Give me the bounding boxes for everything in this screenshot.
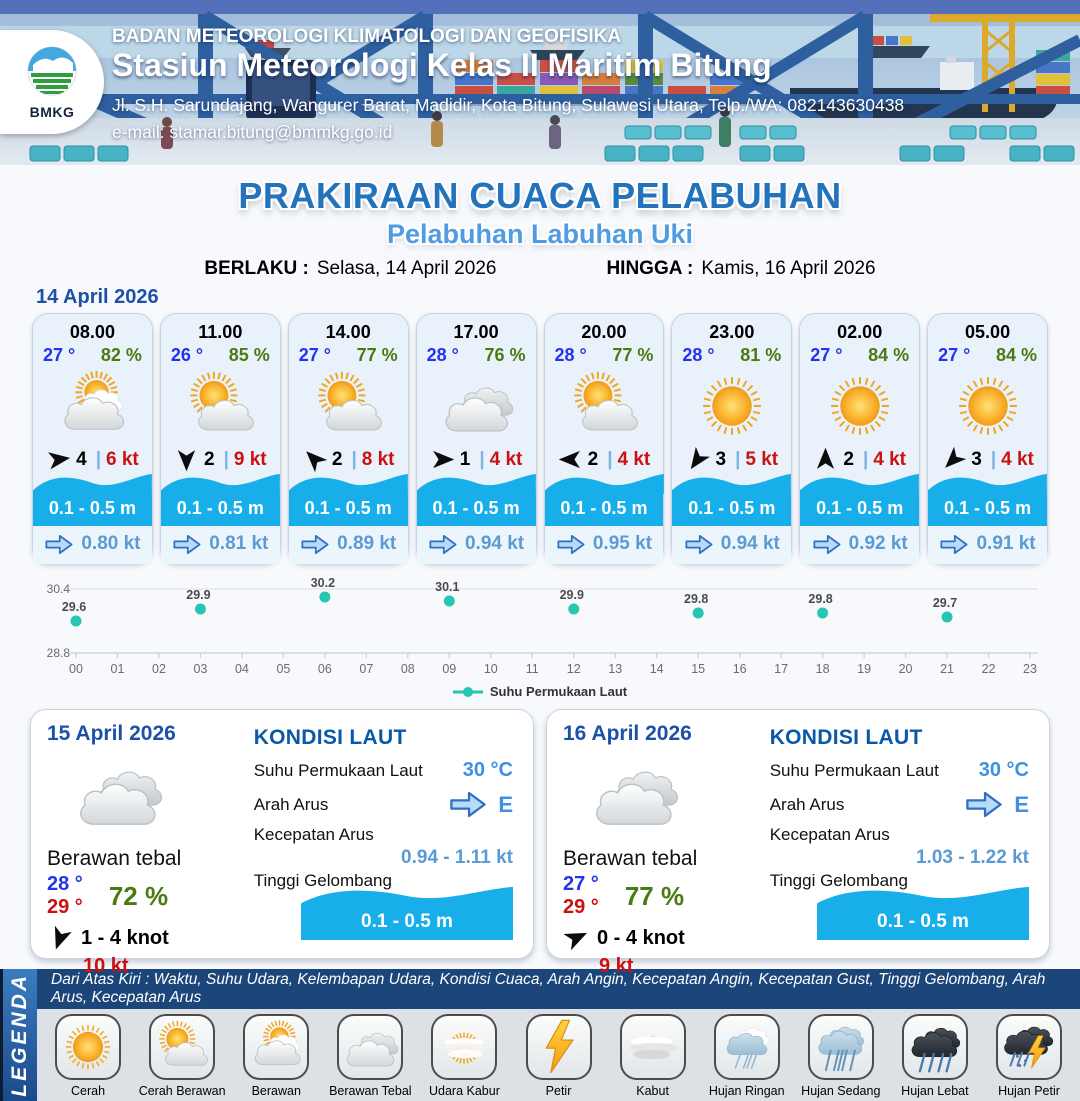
current-row — [800, 526, 919, 564]
hujan-petir-icon — [1000, 1018, 1058, 1076]
humidity: 82 % — [100, 345, 142, 365]
current-direction-arrow-icon — [939, 534, 969, 555]
svg-text:06: 06 — [317, 662, 332, 676]
svg-text:10: 10 — [483, 662, 498, 676]
wave-height: 0.1 - 0.5 m — [417, 494, 536, 526]
day-humidity: 72 % — [108, 880, 169, 911]
current-row — [289, 526, 408, 564]
current-direction-value: E — [964, 791, 1029, 818]
station-address: Jl. S.H. Sarundajang, Wangurer Barat, Madidir, Kota Bitung, Sulawesi Utara, Telp./WA: 082143630438 — [112, 95, 905, 115]
legend-icon-box — [526, 1014, 592, 1080]
berawan-icon — [247, 1018, 305, 1076]
wave-band — [417, 472, 536, 526]
current-speed: 0.92 kt — [848, 533, 908, 554]
air-temperature: 27 ° — [810, 345, 843, 365]
wave-height: 0.1 - 0.5 m — [672, 494, 791, 526]
day-condition: Berawan tebal — [563, 847, 698, 870]
svg-text:01: 01 — [110, 662, 125, 676]
legend-item — [135, 1014, 229, 1101]
svg-text:05: 05 — [276, 662, 291, 676]
humidity: 76 % — [484, 345, 526, 365]
weather-icon-slot — [289, 368, 408, 444]
daily-forecast-card — [30, 709, 534, 977]
current-speed: 0.95 kt — [592, 533, 653, 554]
wind-row: 3 | 4 kt — [928, 447, 1047, 472]
hingga-value: Kamis, 16 April 2026 — [701, 258, 876, 279]
berawan-tebal-icon — [71, 748, 163, 840]
wind-row: 3 | 5 kt — [672, 447, 791, 472]
wind-row: 2 | 8 kt — [289, 447, 408, 472]
forecast-card — [544, 313, 665, 563]
wave-height-label: Tinggi Gelombang — [253, 871, 392, 890]
gust-speed: 4 kt — [489, 448, 523, 470]
wind-direction-arrow-icon — [302, 447, 327, 472]
current-direction-arrow-icon — [556, 534, 586, 555]
wave-crest-icon — [672, 472, 791, 494]
cerah-icon — [59, 1018, 117, 1076]
current-direction-arrow-icon — [428, 534, 458, 555]
day-temp-max: 29 ° — [563, 896, 599, 918]
cerah-berawan-icon — [182, 368, 258, 444]
forecast-time: 14.00 — [325, 322, 371, 342]
current-speed-range: 0.94 - 1.11 kt — [401, 847, 513, 868]
legend-item — [794, 1014, 888, 1101]
svg-text:29.8: 29.8 — [684, 592, 709, 606]
legend-item — [606, 1014, 700, 1101]
legend-item — [982, 1014, 1076, 1101]
forecast-card — [160, 313, 281, 563]
berlaku-label: BERLAKU : — [204, 258, 309, 279]
forecast-card — [927, 313, 1048, 563]
wind-direction-arrow-icon — [563, 925, 589, 951]
svg-text:20: 20 — [898, 662, 913, 676]
legend-item-label: Hujan Sedang — [801, 1084, 881, 1098]
svg-text:13: 13 — [608, 662, 623, 676]
agency-name: BADAN METEOROLOGI KLIMATOLOGI DAN GEOFISIKA — [112, 26, 622, 47]
legend-items — [37, 1009, 1080, 1101]
forecast-time: 17.00 — [453, 322, 499, 342]
current-speed-label: Kecepatan Arus — [769, 825, 890, 844]
wave-height: 0.1 - 0.5 m — [545, 494, 664, 526]
gust-speed: 8 kt — [361, 448, 395, 470]
current-direction-value: E — [448, 791, 513, 818]
wind-row: 4 | 6 kt — [33, 447, 152, 472]
legend-item-label: Udara Kabur — [428, 1084, 500, 1098]
svg-text:29.7: 29.7 — [932, 596, 958, 610]
current-direction-arrow-icon — [964, 791, 1004, 818]
weather-icon-slot — [672, 368, 791, 444]
svg-text:29.9: 29.9 — [186, 588, 211, 602]
wind-speed: 2 — [587, 448, 599, 470]
wind-speed: 3 — [715, 448, 727, 470]
legend-item-label: Berawan — [251, 1084, 301, 1098]
svg-text:23: 23 — [1023, 662, 1037, 676]
gust-speed: 5 kt — [745, 448, 779, 470]
forecast-cards — [32, 313, 1048, 563]
wave-height: 0.1 - 0.5 m — [928, 494, 1047, 526]
wind-speed: 1 — [459, 448, 471, 470]
sst-data-point — [817, 608, 828, 619]
air-temperature: 28 ° — [426, 345, 459, 365]
legend-icon-box — [714, 1014, 780, 1080]
svg-text:07: 07 — [359, 662, 374, 676]
title-block — [0, 165, 1080, 280]
wave-height-box — [817, 885, 1029, 940]
legend-item-label: Cerah Berawan — [138, 1084, 226, 1098]
legend-icon-box — [996, 1014, 1062, 1080]
wave-height-value: 0.1 - 0.5 m — [817, 907, 1029, 940]
cerah-berawan-icon — [566, 368, 642, 444]
current-direction-arrow-icon — [172, 534, 202, 555]
wind-row: 2 | 9 kt — [161, 447, 280, 472]
current-row — [672, 526, 791, 564]
wind-direction-arrow-icon — [558, 447, 583, 472]
sst-data-point — [71, 616, 82, 627]
legend-item — [511, 1014, 605, 1101]
legend-section — [0, 969, 1080, 1101]
forecast-card — [288, 313, 409, 563]
weather-icon-slot — [800, 368, 919, 444]
wind-speed: 2 — [203, 448, 215, 470]
berawan-tebal-icon — [587, 748, 679, 840]
current-direction-arrow-icon — [44, 534, 74, 555]
gust-speed: 4 kt — [873, 448, 907, 470]
svg-text:00: 00 — [69, 662, 83, 676]
legend-icon-box — [337, 1014, 403, 1080]
berawan-tebal-icon — [438, 368, 514, 444]
svg-text:12: 12 — [566, 662, 581, 676]
legend-item-label: Petir — [545, 1084, 572, 1098]
air-temperature: 27 ° — [938, 345, 971, 365]
day-temp-min: 27 ° — [563, 873, 599, 895]
wave-band — [800, 472, 919, 526]
current-row — [417, 526, 536, 564]
forecast-time: 23.00 — [709, 322, 755, 342]
legend-item — [41, 1014, 135, 1101]
forecast-time: 20.00 — [581, 322, 627, 342]
legend-item-label: Berawan Tebal — [329, 1084, 412, 1098]
current-direction-arrow-icon — [300, 534, 330, 555]
current-direction-arrow-icon — [448, 791, 488, 818]
air-temperature: 27 ° — [298, 345, 331, 365]
weather-icon-slot — [33, 368, 152, 444]
forecast-card — [799, 313, 920, 563]
kabut-icon — [624, 1018, 682, 1076]
cerah-icon — [694, 368, 770, 444]
svg-text:15: 15 — [691, 662, 706, 676]
sst-data-point — [195, 604, 206, 615]
wave-crest-icon — [545, 472, 664, 494]
current-direction-arrow-icon — [812, 534, 842, 555]
legend-item — [417, 1014, 511, 1101]
forecast-time: 08.00 — [69, 322, 115, 342]
svg-text:18: 18 — [815, 662, 830, 676]
day-date: 15 April 2026 — [47, 722, 176, 745]
sst-value: 30 °C — [462, 759, 513, 781]
sst-value: 30 °C — [978, 759, 1029, 781]
current-direction-arrow-icon — [684, 534, 714, 555]
day-wind-range: 1 - 4 knot — [81, 926, 169, 949]
humidity: 85 % — [228, 345, 270, 365]
svg-text:04: 04 — [234, 662, 249, 676]
bmkg-emblem-icon — [23, 45, 81, 103]
header-banner — [0, 0, 1080, 165]
sst-data-point — [319, 592, 330, 603]
svg-text:30.4: 30.4 — [46, 582, 70, 596]
legend-icon-box — [620, 1014, 686, 1080]
station-email: e-mail: stamar.bitung@bmmkg.go.id — [112, 122, 393, 142]
wave-crest-icon — [928, 472, 1047, 494]
current-direction-label: Arah Arus — [253, 794, 329, 814]
day-condition: Berawan tebal — [47, 847, 182, 870]
wind-row: 2 | 4 kt — [800, 447, 919, 472]
day-date: 16 April 2026 — [563, 722, 692, 745]
chart-legend-marker-icon — [453, 686, 483, 698]
daily-forecast-card — [546, 709, 1050, 977]
current-row — [928, 526, 1047, 564]
svg-text:19: 19 — [857, 662, 872, 676]
humidity: 84 % — [995, 345, 1037, 365]
humidity: 77 % — [612, 345, 654, 365]
svg-text:29.8: 29.8 — [808, 592, 833, 606]
udara-kabur-icon — [435, 1018, 493, 1076]
svg-text:11: 11 — [525, 662, 539, 676]
wind-speed: 2 — [331, 448, 343, 470]
petir-icon — [530, 1018, 588, 1076]
legend-item — [700, 1014, 794, 1101]
humidity: 77 % — [356, 345, 398, 365]
sst-data-point — [568, 604, 579, 615]
sst-data-point — [444, 596, 455, 607]
wave-band — [545, 472, 664, 526]
wave-crest-icon — [417, 472, 536, 494]
station-name: Stasiun Meteorologi Kelas II Maritim Bitung — [112, 47, 772, 83]
day-humidity: 77 % — [624, 880, 685, 911]
wave-band — [161, 472, 280, 526]
wave-crest-icon — [301, 885, 513, 907]
day-temp-max: 29 ° — [47, 896, 83, 918]
wave-height-label: Tinggi Gelombang — [769, 871, 908, 890]
wave-band — [672, 472, 791, 526]
chart-legend — [30, 684, 1050, 699]
current-speed: 0.89 kt — [337, 533, 397, 554]
weather-icon-slot — [161, 368, 280, 444]
current-row — [33, 526, 152, 564]
svg-text:22: 22 — [981, 662, 996, 676]
legend-icon-box — [243, 1014, 309, 1080]
current-speed: 0.80 kt — [81, 533, 141, 554]
wave-crest-icon — [817, 885, 1029, 907]
svg-text:08: 08 — [400, 662, 415, 676]
forecast-time: 02.00 — [837, 322, 883, 342]
wave-height: 0.1 - 0.5 m — [161, 494, 280, 526]
hujan-ringan-icon — [718, 1018, 776, 1076]
sst-data-point — [693, 608, 704, 619]
gust-speed: 4 kt — [617, 448, 651, 470]
sst-chart — [30, 569, 1050, 683]
wave-height: 0.1 - 0.5 m — [289, 494, 408, 526]
svg-text:09: 09 — [442, 662, 457, 676]
port-name: Pelabuhan Labuhan Uki — [386, 219, 694, 249]
wind-speed: 3 — [971, 448, 982, 470]
hujan-lebat-icon — [906, 1018, 964, 1076]
legend-description: Dari Atas Kiri : Waktu, Suhu Udara, Kelembapan Udara, Kondisi Cuaca, Arah Angin, Kecepatan Angin, Kecepatan Gust, Tinggi Gelombang, Arah Arus, Kecepatan Arus — [37, 969, 1080, 1009]
wind-direction-arrow-icon — [46, 447, 71, 472]
air-temperature: 28 ° — [554, 345, 587, 365]
wind-speed: 4 — [76, 448, 87, 470]
sst-label: Suhu Permukaan Laut — [769, 760, 939, 780]
sea-condition-heading: KONDISI LAUT — [769, 726, 923, 749]
sst-label: Suhu Permukaan Laut — [253, 760, 423, 780]
day-wind-range: 0 - 4 knot — [597, 926, 685, 949]
bmkg-logo-text: BMKG — [29, 103, 75, 120]
wave-band — [33, 472, 152, 526]
svg-text:03: 03 — [193, 662, 208, 676]
air-temperature: 26 ° — [170, 345, 204, 365]
current-row — [545, 526, 664, 564]
chart-legend-label: Suhu Permukaan Laut — [489, 684, 628, 699]
current-speed: 0.81 kt — [209, 533, 269, 554]
gust-speed: 4 kt — [1001, 448, 1034, 470]
legend-item-label: Kabut — [636, 1084, 669, 1098]
cerah-berawan-icon — [310, 368, 386, 444]
wind-direction-arrow-icon — [941, 447, 966, 472]
svg-text:30.1: 30.1 — [435, 580, 460, 594]
wind-row: 2 | 4 kt — [545, 447, 664, 472]
legend-icon-box — [902, 1014, 968, 1080]
svg-text:30.2: 30.2 — [310, 576, 336, 590]
sst-chart-wrap — [30, 569, 1050, 699]
legend-icon-box — [431, 1014, 497, 1080]
legend-icon-box — [55, 1014, 121, 1080]
sst-data-point — [942, 612, 953, 623]
page-title: PRAKIRAAN CUACA PELABUHAN — [238, 175, 842, 216]
wind-direction-arrow-icon — [47, 925, 73, 951]
wave-height: 0.1 - 0.5 m — [33, 494, 152, 526]
wave-band — [289, 472, 408, 526]
current-speed: 0.91 kt — [976, 533, 1036, 554]
validity-row — [0, 258, 1080, 280]
wave-height-box — [301, 885, 513, 940]
wave-crest-icon — [33, 472, 152, 494]
legend-item — [323, 1014, 417, 1101]
wind-speed: 2 — [843, 448, 854, 470]
cerah-icon — [950, 368, 1026, 444]
berlaku-value: Selasa, 14 April 2026 — [316, 258, 497, 279]
day-gust: 9 kt — [599, 955, 634, 977]
wind-direction-arrow-icon — [174, 447, 199, 472]
forecast-time: 11.00 — [198, 322, 243, 342]
current-direction-label: Arah Arus — [769, 794, 845, 814]
current-speed-range: 1.03 - 1.22 kt — [915, 847, 1029, 868]
day-weather-icon-slot — [587, 748, 756, 845]
wave-band — [928, 472, 1047, 526]
weather-icon-slot — [417, 368, 536, 444]
svg-text:02: 02 — [152, 662, 166, 676]
hingga-label: HINGGA : — [606, 258, 694, 279]
legend-item — [888, 1014, 982, 1101]
svg-text:28.8: 28.8 — [46, 646, 70, 660]
svg-text:17: 17 — [774, 662, 789, 676]
wave-crest-icon — [800, 472, 919, 494]
weather-icon-slot — [928, 368, 1047, 444]
legend-side-label: LEGENDA — [0, 969, 37, 1101]
wind-direction-arrow-icon — [813, 447, 838, 472]
wave-height: 0.1 - 0.5 m — [800, 494, 919, 526]
current-speed: 0.94 kt — [720, 533, 780, 554]
sea-condition-heading: KONDISI LAUT — [253, 726, 407, 749]
wind-row: 1 | 4 kt — [417, 447, 536, 472]
day-temp-min: 28 ° — [47, 873, 83, 895]
forecast-card — [32, 313, 153, 563]
forecast-card — [416, 313, 537, 563]
gust-speed: 6 kt — [106, 448, 139, 470]
day-cards — [30, 709, 1050, 977]
day-gust: 10 kt — [83, 955, 129, 977]
current-speed: 0.94 kt — [464, 533, 525, 554]
current-row — [161, 526, 280, 564]
legend-item-label: Cerah — [71, 1084, 106, 1098]
svg-text:29.9: 29.9 — [559, 588, 584, 602]
legend-item-label: Hujan Petir — [998, 1084, 1060, 1098]
air-temperature: 28 ° — [682, 345, 715, 365]
humidity: 84 % — [868, 345, 910, 365]
wave-crest-icon — [161, 472, 280, 494]
air-temperature: 27 ° — [43, 345, 76, 365]
cerah-icon — [822, 368, 898, 444]
wind-direction-arrow-icon — [685, 447, 710, 472]
legend-item — [229, 1014, 323, 1101]
legend-item-label: Hujan Ringan — [708, 1084, 785, 1098]
svg-text:29.6: 29.6 — [61, 600, 87, 614]
wind-direction-arrow-icon — [430, 447, 455, 472]
svg-text:16: 16 — [732, 662, 747, 676]
berawan-icon — [54, 368, 130, 444]
weather-icon-slot — [545, 368, 664, 444]
forecast-card — [671, 313, 792, 563]
legend-icon-box — [808, 1014, 874, 1080]
wave-crest-icon — [289, 472, 408, 494]
current-speed-label: Kecepatan Arus — [253, 825, 374, 844]
wave-height-value: 0.1 - 0.5 m — [301, 907, 513, 940]
day-weather-icon-slot — [71, 748, 240, 845]
berawan-tebal-icon — [341, 1018, 399, 1076]
hujan-sedang-icon — [812, 1018, 870, 1076]
svg-text:14: 14 — [649, 662, 664, 676]
humidity: 81 % — [740, 345, 782, 365]
legend-icon-box — [149, 1014, 215, 1080]
cerah-berawan-icon — [153, 1018, 211, 1076]
gust-speed: 9 kt — [233, 448, 267, 470]
legend-item-label: Hujan Lebat — [901, 1084, 969, 1098]
bmkg-logo — [0, 30, 104, 134]
forecast-time: 05.00 — [965, 322, 1011, 342]
svg-text:21: 21 — [940, 662, 954, 676]
forecast-date: 14 April 2026 — [36, 286, 159, 308]
